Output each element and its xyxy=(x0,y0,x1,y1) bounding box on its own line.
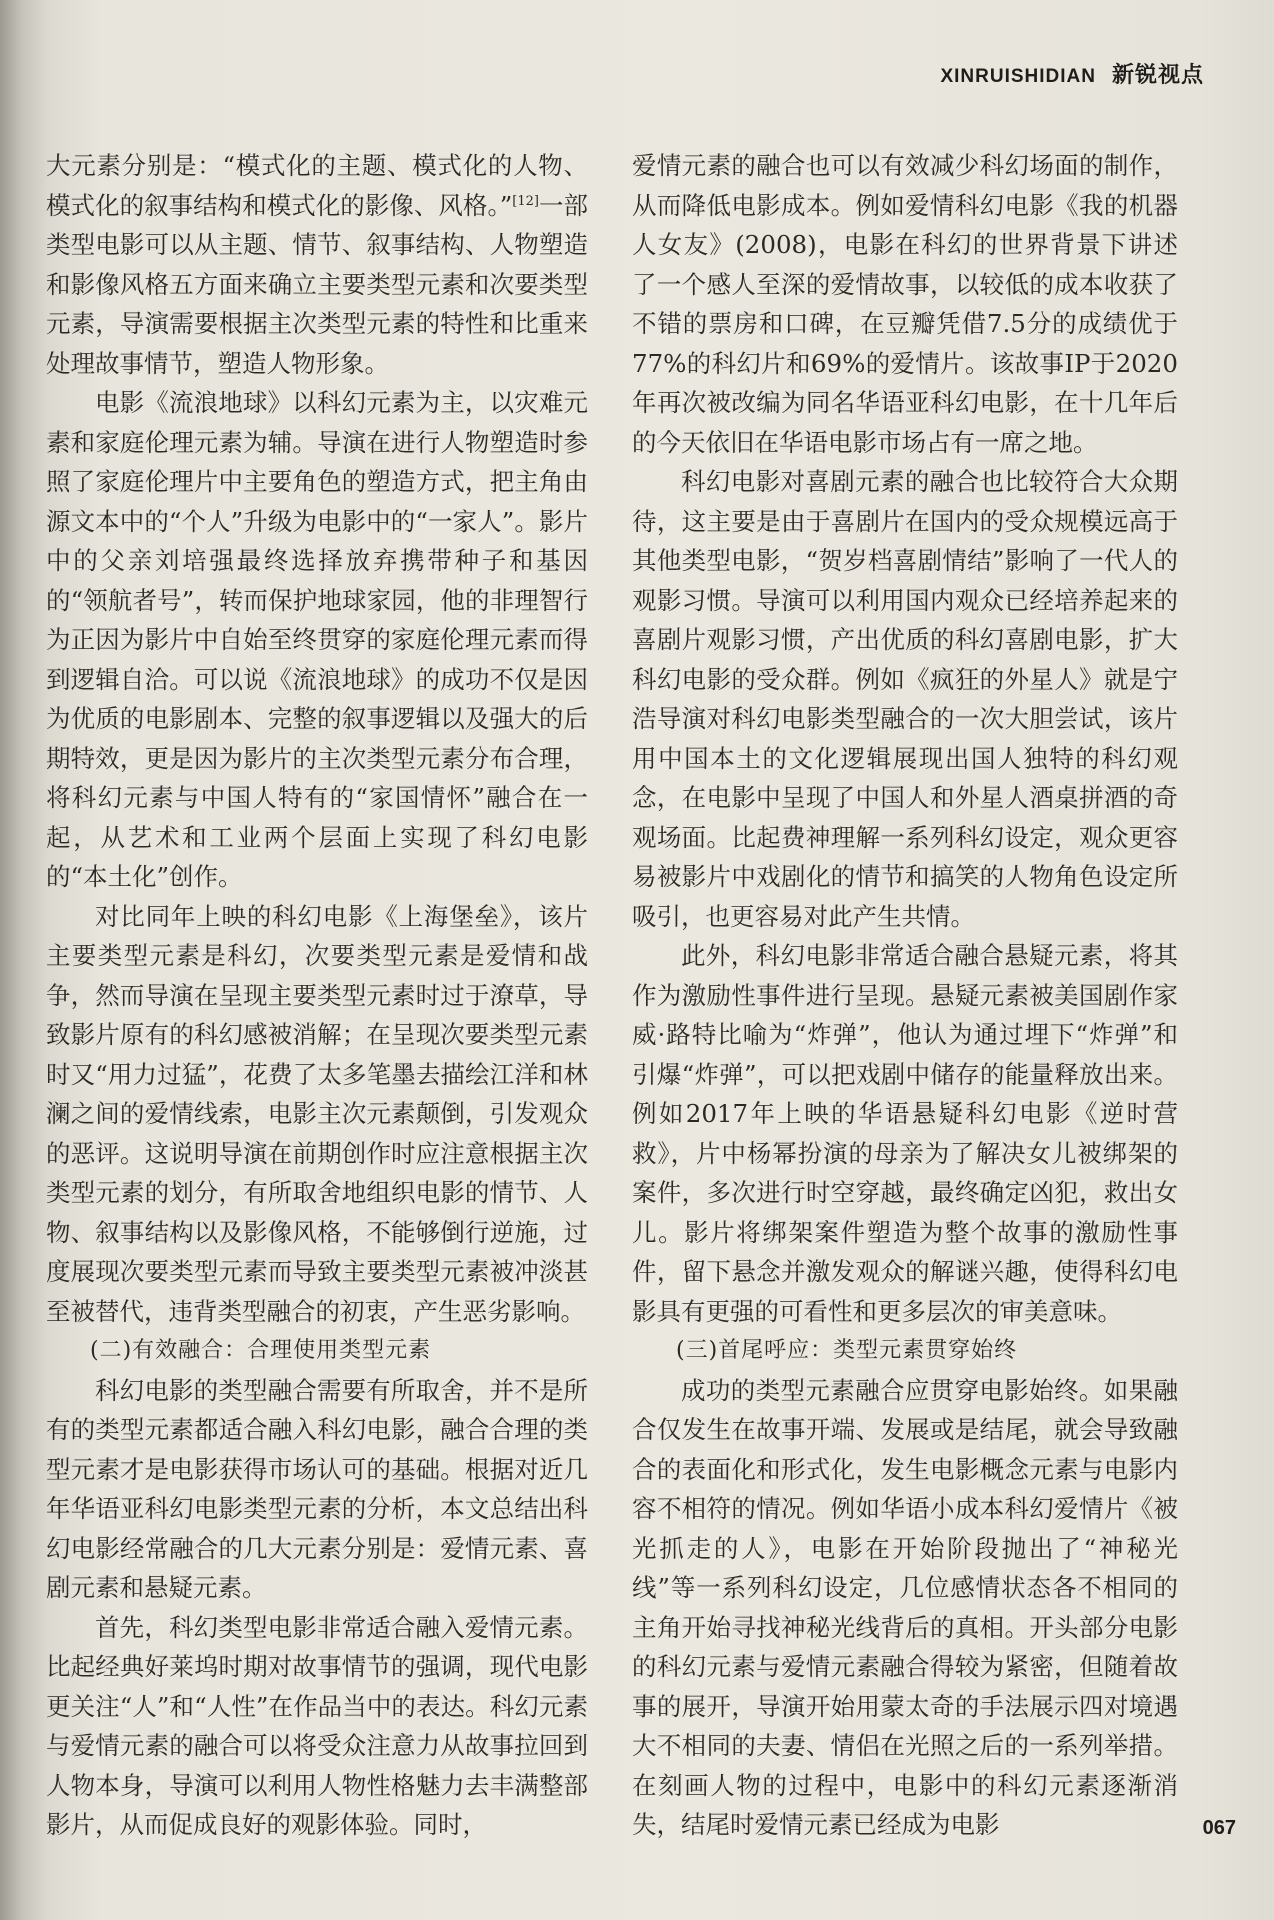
section-heading: (二)有效融合：合理使用类型元素 xyxy=(90,1338,432,1363)
header-section-title: 新锐视点 xyxy=(1111,63,1204,88)
paragraph-text: 一部类型电影可以从主题、情节、叙事结构、人物塑造和影像风格五方面来确立主要类型元素和次要类型元素，导演需要根据主次类型元素的特性和比重来处理故事情节，塑造人物形象。 xyxy=(46,190,589,378)
paragraph: 科幻电影的类型融合需要有所取舍，并不是所有的类型元素都适合融入科幻电影，融合合理的类型元素才是电影获得市场认可的基础。根据对近几年华语亚科幻电影类型元素的分析，本文总结出科幻电影经常融合的几大元素分别是：爱情元素、喜剧元素和悬疑元素。 xyxy=(46,1375,588,1602)
right-column xyxy=(632,146,1178,1845)
page-number: 067 xyxy=(1202,1817,1236,1839)
paragraph: 首先，科幻类型电影非常适合融入爱情元素。比起经典好莱坞时期对故事情节的强调，现代电影更关注“人”和“人性”在作品当中的表达。科幻元素与爱情元素的融合可以将受众注意力从故事拉回到人物本身，导演可以利用人物性格魅力去丰满整部影片，从而促成良好的观影体验。同时， xyxy=(46,1612,588,1839)
left-column xyxy=(46,146,588,1845)
section-heading: (三)首尾呼应：类型元素贯穿始终 xyxy=(676,1338,1018,1363)
running-header xyxy=(940,58,1204,89)
paragraph: 此外，科幻电影非常适合融合悬疑元素，将其作为激励性事件进行呈现。悬疑元素被美国剧作家威·路特比喻为“炸弹”，他认为通过埋下“炸弹”和引爆“炸弹”，可以把戏剧中储存的能量释放出来。例如2017年上映的华语悬疑科幻电影《逆时营救》，片中杨幂扮演的母亲为了解决女儿被绑架的案件，多次进行时空穿越，最终确定凶犯，救出女儿。影片将绑架案件塑造为整个故事的激励性事件，留下悬念并激发观众的解谜兴趣，使得科幻电影具有更强的可看性和更多层次的审美意味。 xyxy=(632,941,1178,1326)
paragraph: 电影《流浪地球》以科幻元素为主，以灾难元素和家庭伦理元素为辅。导演在进行人物塑造时参照了家庭伦理片中主要角色的塑造方式，把主角由源文本中的“个人”升级为电影中的“一家人”。影片中的父亲刘培强最终选择放弃携带种子和基因的“领航者号”，转而保护地球家园，他的非理智行为正因为影片中自始至终贯穿的家庭伦理元素而得到逻辑自洽。可以说《流浪地球》的成功不仅是因为优质的电影剧本、完整的叙事逻辑以及强大的后期特效，更是因为影片的主次类型元素分布合理，将科幻元素与中国人特有的“家国情怀”融合在一起，从艺术和工业两个层面上实现了科幻电影的“本土化”创作。 xyxy=(46,388,588,891)
citation-ref: [12] xyxy=(512,193,539,209)
paragraph: 爱情元素的融合也可以有效减少科幻场面的制作，从而降低电影成本。例如爱情科幻电影《我的机器人女友》(2008)，电影在科幻的世界背景下讲述了一个感人至深的爱情故事，以较低的成本收获了不错的票房和口碑，在豆瓣凭借7.5分的成绩优于77%的科幻片和69%的爱情片。该故事IP于2020年再次被改编为同名华语亚科幻电影，在十几年后的今天依旧在华语电影市场占有一席之地。 xyxy=(632,151,1178,457)
paragraph: 成功的类型元素融合应贯穿电影始终。如果融合仅发生在故事开端、发展或是结尾，就会导致融合的表面化和形式化，发生电影概念元素与电影内容不相符的情况。例如华语小成本科幻爱情片《被光抓走的人》，电影在开始阶段抛出了“神秘光线”等一系列科幻设定，几位感情状态各不相同的主角开始寻找神秘光线背后的真相。开头部分电影的科幻元素与爱情元素融合得较为紧密，但随着故事的展开，导演开始用蒙太奇的手法展示四对境遇大不相同的夫妻、情侣在光照之后的一系列举措。在刻画人物的过程中，电影中的科幻元素逐渐消失，结尾时爱情元素已经成为电影 xyxy=(632,1375,1178,1839)
paragraph-text: 大元素分别是：“模式化的主题、模式化的人物、模式化的叙事结构和模式化的影像、风格。” xyxy=(46,151,588,220)
header-pinyin: XINRUISHIDIAN xyxy=(940,66,1096,87)
paragraph: 科幻电影对喜剧元素的融合也比较符合大众期待，这主要是由于喜剧片在国内的受众规模远高于其他类型电影，“贺岁档喜剧情结”影响了一代人的观影习惯。导演可以利用国内观众已经培养起来的喜剧片观影习惯，产出优质的科幻喜剧电影，扩大科幻电影的受众群。例如《疯狂的外星人》就是宁浩导演对科幻电影类型融合的一次大胆尝试，该片用中国本土的文化逻辑展现出国人独特的科幻观念，在电影中呈现了中国人和外星人酒桌拼酒的奇观场面。比起费神理解一系列科幻设定，观众更容易被影片中戏剧化的情节和搞笑的人物角色设定所吸引，也更容易对此产生共情。 xyxy=(632,467,1178,931)
paragraph: 对比同年上映的科幻电影《上海堡垒》，该片主要类型元素是科幻，次要类型元素是爱情和战争，然而导演在呈现主要类型元素时过于潦草，导致影片原有的科幻感被消解；在呈现次要类型元素时又“用力过猛”，花费了太多笔墨去描绘江洋和林澜之间的爱情线索，电影主次元素颠倒，引发观众的恶评。这说明导演在前期创作时应注意根据主次类型元素的划分，有所取舍地组织电影的情节、人物、叙事结构以及影像风格，不能够倒行逆施，过度展现次要类型元素而导致主要类型元素被冲淡甚至被替代，违背类型融合的初衷，产生恶劣影响。 xyxy=(46,901,588,1326)
paragraph xyxy=(46,146,588,383)
